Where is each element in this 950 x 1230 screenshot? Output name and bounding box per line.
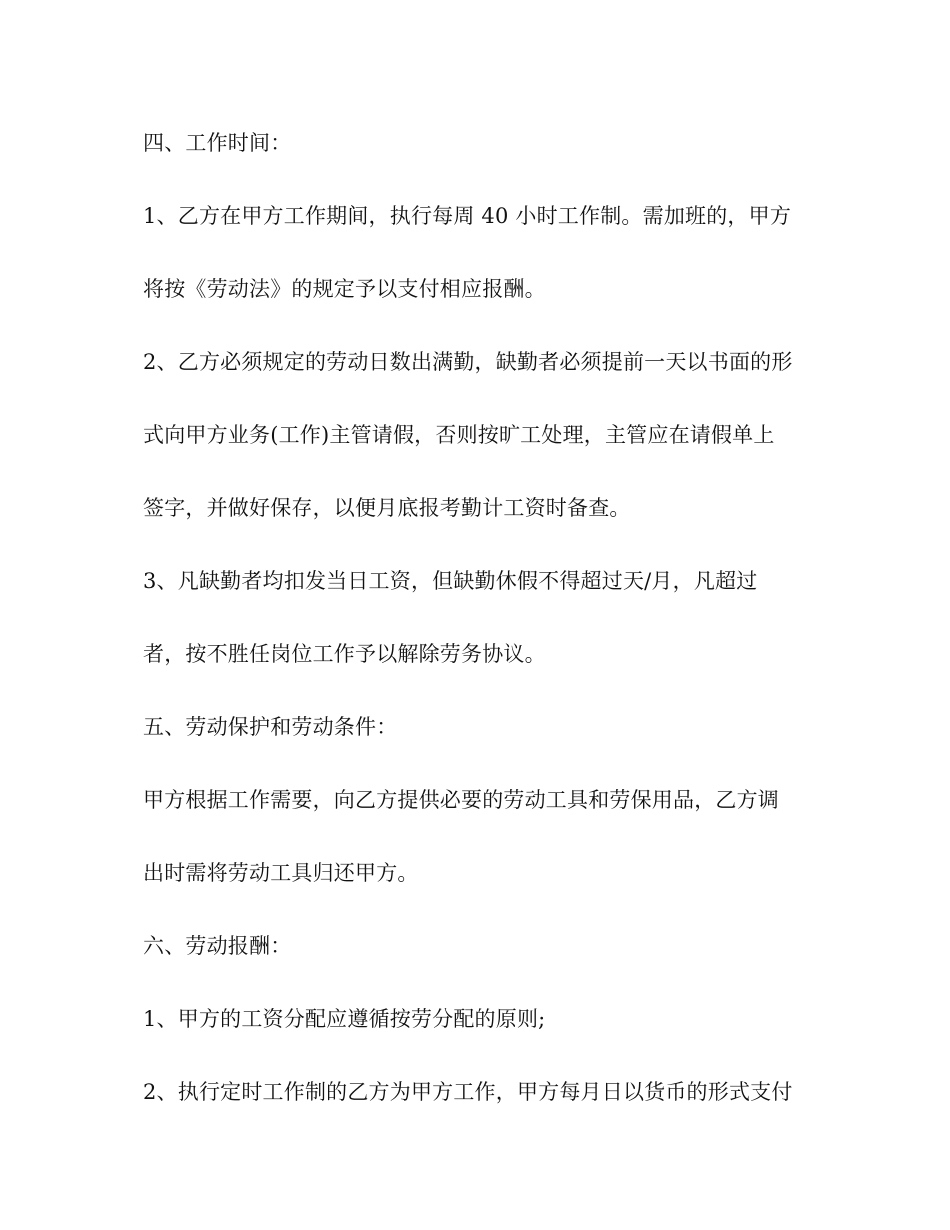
paragraph-line: 出时需将劳动工具归还甲方。 — [143, 861, 419, 885]
paragraph-line: 1、乙方在甲方工作期间，执行每周 40 小时工作制。需加班的，甲方 — [143, 204, 792, 228]
paragraph-line: 将按《劳动法》的规定予以支付相应报酬。 — [143, 277, 546, 301]
paragraph-line: 2、执行定时工作制的乙方为甲方工作，甲方每月日以货币的形式支付 — [143, 1080, 793, 1104]
section-heading-remuneration: 六、劳动报酬： — [143, 934, 292, 958]
paragraph-line: 签字，并做好保存，以便月底报考勤计工资时备查。 — [143, 496, 631, 520]
paragraph-line: 1、甲方的工资分配应遵循按劳分配的原则; — [143, 1007, 546, 1031]
paragraph-line: 甲方根据工作需要，向乙方提供必要的劳动工具和劳保用品，乙方调 — [143, 788, 779, 812]
paragraph-line: 2、乙方必须规定的劳动日数出满勤，缺勤者必须提前一天以书面的形 — [143, 350, 793, 374]
paragraph-line: 3、凡缺勤者均扣发当日工资，但缺勤休假不得超过天/月，凡超过 — [143, 569, 758, 593]
section-heading-work-hours: 四、工作时间： — [143, 131, 292, 155]
paragraph-line: 式向甲方业务(工作)主管请假，否则按旷工处理，主管应在请假单上 — [143, 423, 775, 447]
paragraph-line: 者，按不胜任岗位工作予以解除劳务协议。 — [143, 642, 546, 666]
section-heading-labor-protection: 五、劳动保护和劳动条件： — [143, 715, 398, 739]
